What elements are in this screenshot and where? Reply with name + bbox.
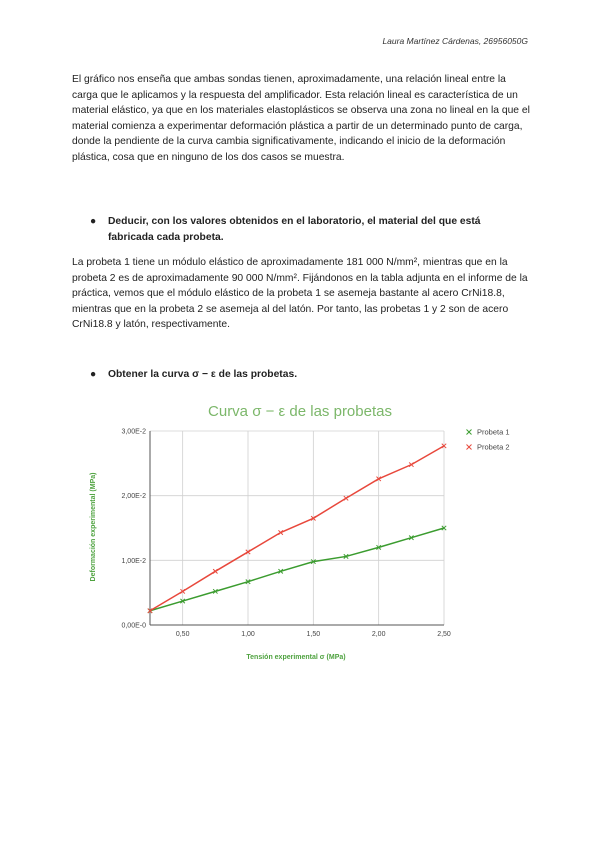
legend-label: Probeta 1 xyxy=(477,427,510,437)
chart-series xyxy=(148,444,446,613)
data-point-2 xyxy=(344,496,348,500)
chart-grid xyxy=(150,431,444,625)
author-header: Laura Martínez Cárdenas, 26956050G xyxy=(382,36,528,46)
x-tick-label: 1,00 xyxy=(241,631,255,638)
chart-axes xyxy=(150,431,444,625)
paragraph-1: El gráfico nos enseña que ambas sondas tienen, aproximadamente, una relación lineal entre la carga que le aplicamos y la respuesta del amplificador. Esta relación lineal es característica de un material elástico, ya que en los materiales elastoplásticos se observa una zona no lineal en la que el material comienza a experimentar deformación plástica a partir de un determinado punto de carga, donde la pendiente de la curva cambia significativamente, indicando el inicio de la deformación plástica, cosa que en ninguno de los dos casos se muestra. xyxy=(72,74,530,163)
chart-title: Curva σ − ε de las probetas xyxy=(208,403,392,420)
paragraph-2: La probeta 1 tiene un módulo elástico de aproximadamente 181 000 N/mm², mientras que en la probeta 2 es de aproximadamente 90 000 N/mm². Fijándonos en la tabla adjunta en el informe de la práctica, vemos que el módulo elástico de la probeta 1 se asemeja bastante al acero CrNi18.8, mientras que en la probeta 2 se asemeja al del latón. Por tanto, las probetas 1 y 2 son de acero CrNi18.8 y latón, respectivamente. xyxy=(72,257,528,331)
bullet-text: Obtener la curva σ − ε de las probetas. xyxy=(108,369,298,380)
y-tick-label: 3,00E-2 xyxy=(121,428,146,436)
bullet-marker: ● xyxy=(90,216,97,227)
series-line-1 xyxy=(150,528,444,611)
y-axis-title: Deformación experimental (MPa) xyxy=(90,472,97,582)
y-tick-label: 2,00E-2 xyxy=(121,493,146,501)
legend-label: Probeta 2 xyxy=(477,442,510,452)
legend-item-2 xyxy=(467,443,510,452)
bullet-marker: ● xyxy=(90,369,97,380)
x-tick-label: 0,50 xyxy=(175,631,190,638)
x-tick-label: 2,50 xyxy=(437,631,451,638)
x-axis-ticks xyxy=(176,631,451,638)
x-tick-label: 1,50 xyxy=(306,631,321,638)
y-tick-label: 0,00E-0 xyxy=(121,622,146,630)
y-axis-ticks xyxy=(121,429,146,630)
bullet-text: Deducir, con los valores obtenidos en el laboratorio, el material del que está fabricada cada probeta. xyxy=(108,216,481,243)
y-tick-label: 1,00E-2 xyxy=(121,557,146,565)
data-point-2 xyxy=(213,569,217,573)
chart-legend xyxy=(467,428,510,452)
x-tick-label: 2,00 xyxy=(371,631,386,638)
x-axis-title: Tensión experimental σ (MPa) xyxy=(246,654,346,661)
legend-item-1 xyxy=(467,428,510,437)
series-line-2 xyxy=(150,446,444,611)
